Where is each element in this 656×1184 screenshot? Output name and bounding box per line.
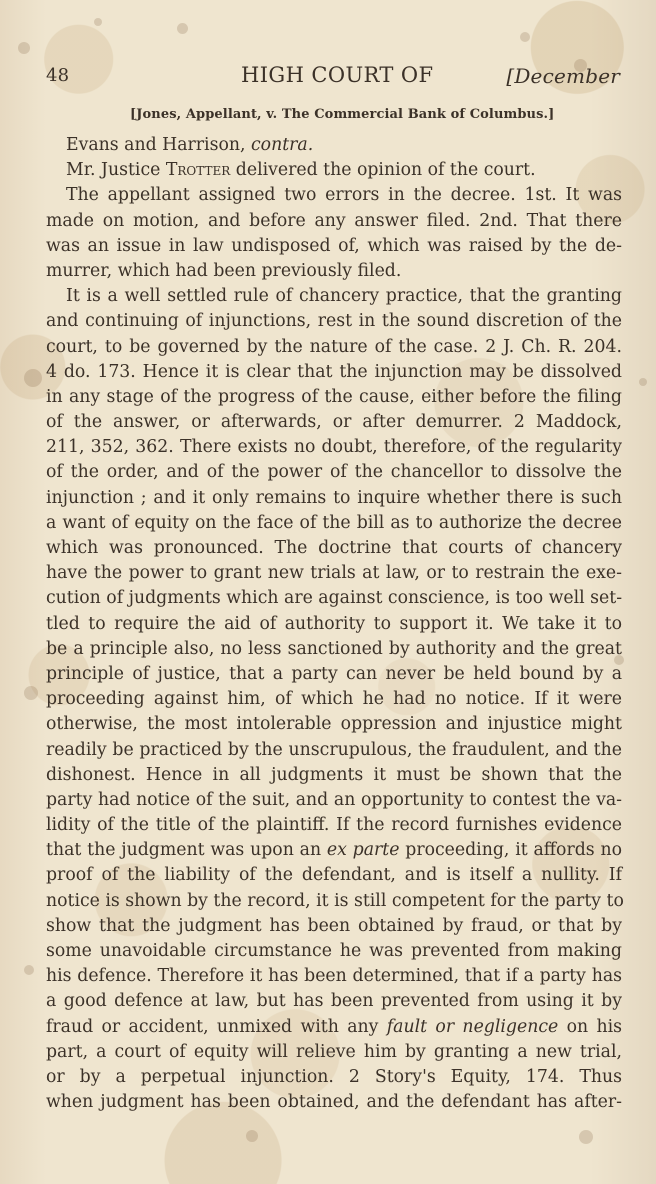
body-line-text: Mr. Justice [66, 160, 166, 181]
body-line-text: some unavoidable circumstance he was prevented from making [46, 941, 622, 961]
body-line [46, 234, 622, 259]
running-header [46, 60, 620, 90]
body-line-text: 4 do. 173. Hence it is clear that the injunction may be dissolved [46, 361, 622, 382]
body-line [46, 511, 622, 536]
body-line-text: lidity of the title of the plaintiff. If the record furnishes evidence [46, 815, 622, 836]
body-line [46, 385, 622, 410]
body-line [46, 863, 622, 888]
body-line-text: a want of equity on the face of the bill as to authorize the decree [46, 512, 622, 533]
body-line-text: injunction ; and it only remains to inquire whether there is such [46, 487, 622, 508]
body-line [46, 133, 622, 158]
body-line [46, 435, 622, 460]
body-line [46, 309, 622, 334]
body-line [46, 662, 622, 687]
body-line [46, 561, 622, 586]
body-line-text: or by a perpetual injunction. 2 Story's Equity, 174. Thus [46, 1066, 622, 1087]
body-line [46, 209, 622, 234]
body-line-text: notice is shown by the record, it is still competent for the party to [46, 890, 624, 911]
body-line-text: of the answer, or afterwards, or after demurrer. 2 Maddock, [46, 412, 622, 433]
body-line [46, 460, 622, 485]
body-line [46, 284, 622, 309]
body-line-text: in any stage of the progress of the cause, either before the filing [46, 386, 622, 407]
body-line-text: party had notice of the suit, and an opportunity to contest the va- [46, 789, 622, 810]
body-line [46, 1090, 622, 1115]
body-line-text: Evans and Harrison, [66, 135, 251, 155]
body-line [46, 989, 622, 1014]
body-line-text: of the order, and of the power of the chancellor to dissolve the [46, 462, 622, 483]
body-line-text: cution of judgments which are against conscience, is too well set- [46, 588, 623, 609]
body-line [46, 838, 622, 863]
body-line [46, 914, 622, 939]
page-number: 48 [46, 65, 70, 86]
body-line-text: part, a court of equity will relieve him by granting a new trial, [46, 1041, 622, 1062]
body-line [46, 889, 622, 914]
body-line [46, 486, 622, 511]
small-caps-name: Trotter [165, 160, 231, 181]
body-line-text: show that the judgment has been obtained by fraud, or that by [46, 915, 622, 936]
body-line [46, 1040, 622, 1065]
body-line-text: otherwise, the most intolerable oppression and injustice might [46, 714, 622, 735]
body-line-text: and continuing of injunctions, rest in the sound discretion of the [46, 311, 622, 332]
body-line-text: be a principle also, no less sanctioned by authority and the great [46, 638, 622, 659]
page-header-month: [December [506, 64, 620, 88]
body-line [46, 360, 622, 385]
body-line [46, 939, 622, 964]
body-line [46, 788, 622, 813]
body-line-text: It is a well settled rule of chancery practice, that the granting [66, 286, 622, 307]
body-line [46, 738, 622, 763]
body-line-text: his defence. Therefore it has been determined, that if a party has [46, 966, 622, 987]
body-line [46, 158, 622, 183]
body-line-text: fraud or accident, unmixed with any [46, 1016, 387, 1037]
body-line-text: principle of justice, that a party can never be held bound by a [46, 663, 622, 684]
body-line-text: a good defence at law, but has been prevented from using it by [46, 991, 622, 1012]
body-line [46, 183, 622, 208]
body-line [46, 586, 622, 611]
body-line-text: court, to be governed by the nature of the case. 2 J. Ch. R. 204. [46, 336, 622, 357]
body-line [46, 536, 622, 561]
body-line-suffix: on his [558, 1016, 622, 1037]
body-line [46, 687, 622, 712]
italic-text: fault or negligence [386, 1016, 559, 1037]
body-line-text: murrer, which had been previously filed. [46, 260, 402, 281]
body-line-text: that the judgment was upon an [46, 840, 327, 861]
italic-text: ex parte [326, 840, 400, 861]
body-line-suffix: proceeding, it affords no [399, 840, 622, 861]
body-line [46, 410, 622, 435]
body-line [46, 813, 622, 838]
body-line-text: have the power to grant new trials at law, or to restrain the exe- [46, 563, 622, 584]
body-line [46, 335, 622, 360]
body-line-text: which was pronounced. The doctrine that courts of chancery [46, 538, 622, 558]
body-line-suffix: delivered the opinion of the court. [230, 160, 536, 181]
body-line-text: 211, 352, 362. There exists no doubt, therefore, of the regularity [46, 437, 622, 458]
body-line [46, 637, 622, 662]
body-line-text: proof of the liability of the defendant, and is itself a nullity. If [46, 865, 622, 886]
case-caption: [Jones, Appellant, v. The Commercial Bank of Columbus.] [130, 107, 555, 122]
italic-text: contra. [250, 135, 314, 155]
body-line [46, 612, 622, 637]
body-line-text: dishonest. Hence in all judgments it must be shown that the [46, 764, 622, 785]
body-line-text: made on motion, and before any answer filed. 2nd. That there [46, 210, 622, 231]
opinion-body [46, 133, 622, 1115]
body-line [46, 763, 622, 788]
body-line [46, 259, 622, 284]
body-line [46, 712, 622, 737]
body-line-text: was an issue in law undisposed of, which was raised by the de- [46, 235, 622, 256]
body-line-text: The appellant assigned two errors in the decree. 1st. It was [66, 185, 622, 206]
body-line [46, 1065, 622, 1090]
body-line [46, 964, 622, 989]
body-line [46, 1015, 622, 1040]
body-line-text: proceeding against him, of which he had no notice. If it were [46, 689, 622, 710]
body-line-text: readily be practiced by the unscrupulous, the fraudulent, and the [46, 739, 622, 760]
body-line-text: tled to require the aid of authority to support it. We take it to [46, 613, 622, 634]
body-line-text: when judgment has been obtained, and the defendant has after- [46, 1092, 622, 1113]
page-header-title: HIGH COURT OF [241, 63, 434, 87]
